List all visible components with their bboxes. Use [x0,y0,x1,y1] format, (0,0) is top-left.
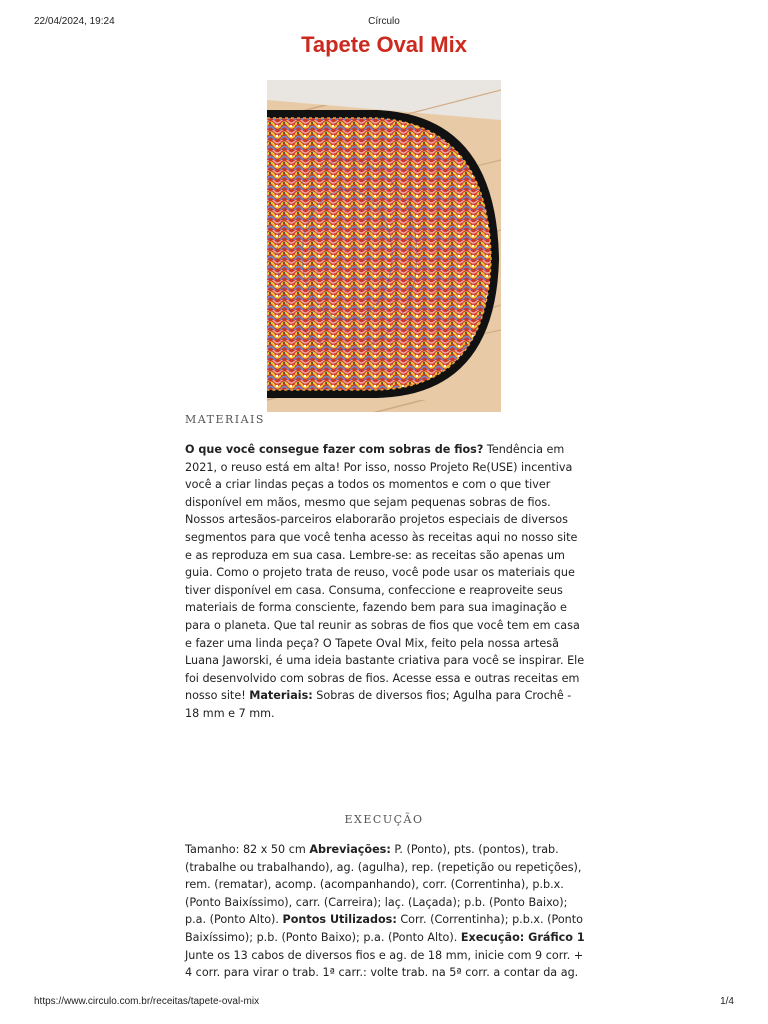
materials-value: Sobras de diversos fios; Agulha para Crochê - 18 mm e 7 mm. [185,689,572,720]
stitches-label: Pontos Utilizados: [282,913,397,927]
print-footer [0,996,768,1010]
chart-label: Execução: Gráfico 1 [460,930,585,944]
page-number: 1/4 [720,996,734,1007]
materiais-heading: MATERIAIS [185,413,265,426]
materiais-paragraph [185,441,585,723]
stitches-value: Corr. (Correntinha); p.b.x. (Ponto Baixíssimo); p.b. (Ponto Baixo); p.a. (Ponto Alto). [185,913,583,944]
print-site-name: Círculo [368,16,400,27]
page-url: https://www.circulo.com.br/receitas/tapete-oval-mix [34,996,260,1007]
size-text: Tamanho: 82 x 50 cm [185,843,310,856]
execucao-paragraph [185,841,585,982]
intro-body: Tendência em 2021, o reuso está em alta! Por isso, nosso Projeto Re(USE) incentiva você a criar lindas peças a todos os momentos e com o que tiver disponível em mãos, mesmo que sejam pequenas sobras de fios. Nossos artesãos-parceiros elaborarão projetos especiais de diversos segmentos para que você tenha acesso às receitas aqui no nosso site e as reproduza em sua casa. Lembre-se: as receitas são apenas um guia. Como o projeto trata de reuso, você pode usar os materiais que tiver disponível em casa. Consuma, confeccione e reaproveite seus materiais de forma consciente, fazendo bem para sua imaginação e para o planeta. Que tal reunir as sobras de fios que você tem em casa e fazer uma linda peça? O Tapete Oval Mix, feito pela nossa artesã Luana Jaworski, é uma ideia bastante criativa para você se inspirar. Ele foi desenvolvido com sobras de fios. Acesse essa e outras receitas em nosso site! [185,443,585,703]
chart-value: Junte os 13 cabos de diversos fios e ag. de 18 mm, inicie com 9 corr. + 4 corr. para virar o trab. 1ª carr.: volte trab. na 5ª corr. a contar da ag. [185,948,584,980]
abbrev-label: Abreviações: [309,843,391,856]
print-datetime: 22/04/2024, 19:24 [34,16,115,27]
page-title: Tapete Oval Mix [301,32,467,57]
rug-photo [267,80,501,412]
abbrev-value: P. (Ponto), pts. (pontos), trab. (trabalhe ou trabalhando), ag. (agulha), rep. (repetição ou repetições), rem. (rematar), acomp. (acompanhando), corr. (Correntinha), p.b.x. (Ponto Baixíssimo), carr. (Carreira); laç. (Laçada); p.b. (Ponto Baixo); p.a. (Ponto Alto). [185,843,582,927]
intro-question: O que você consegue fazer com sobras de fios? [185,443,484,456]
execucao-heading: EXECUÇÃO [344,813,424,826]
materials-label: Materiais: [249,689,313,703]
print-header [0,16,768,30]
